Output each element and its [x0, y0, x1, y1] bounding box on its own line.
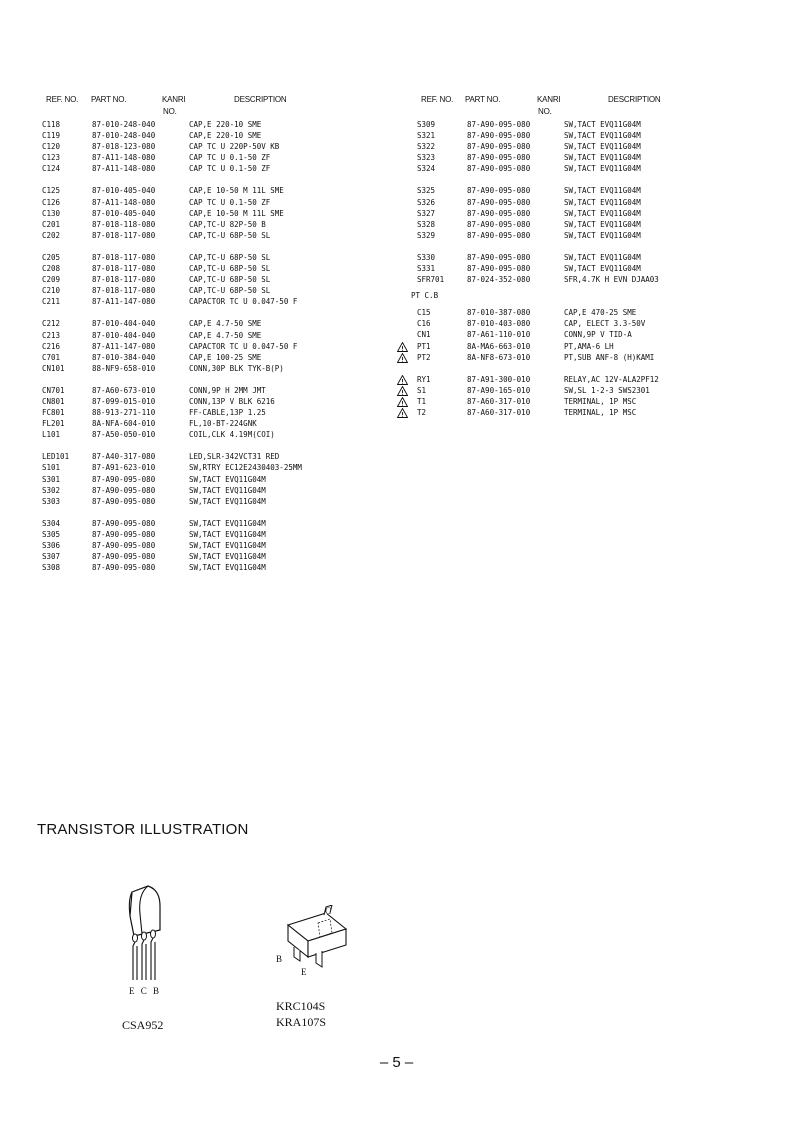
description-cell: CAP TC U 220P-50V KB [189, 142, 280, 152]
parts-row [42, 485, 372, 496]
description-cell: SW,TACT EVQ11G04M [564, 197, 641, 207]
ref-no-cell: T2 [417, 407, 427, 417]
description-cell: SW,TACT EVQ11G04M [564, 142, 641, 152]
parts-row [417, 230, 747, 241]
ref-no-cell: S307 [42, 552, 61, 562]
part-no-cell: 88-NF9-658-010 [92, 363, 156, 373]
description-cell: CONN,9P H 2MM JMT [189, 385, 266, 395]
parts-row [42, 385, 372, 396]
parts-row [42, 285, 372, 296]
description-cell: SFR,4.7K H EVN DJAA03 [564, 275, 659, 285]
ref-no-cell: S306 [42, 541, 61, 550]
description-cell: SW,TACT EVQ11G04M [564, 164, 641, 174]
part-no-cell: 8A-NF8-673-010 [467, 352, 531, 362]
safety-warning-icon [397, 353, 408, 363]
parts-row [42, 163, 372, 174]
part-no-cell: 87-099-015-010 [92, 396, 156, 406]
description-cell: CONN,30P BLK TYK-B(P) [189, 363, 284, 373]
part-no-cell: 87-A90-095-080 [467, 153, 531, 163]
part-no-cell: 87-A90-095-080 [467, 230, 531, 240]
description-cell: RELAY,AC 12V-ALA2PF12 [564, 374, 659, 384]
description-cell: SW,RTRY EC12E2430403-25MM [189, 463, 302, 473]
description-cell: CAP TC U 0.1-50 ZF [189, 197, 271, 207]
ref-no-cell: C211 [42, 297, 61, 307]
header-kanri-left: KANRI [162, 95, 186, 104]
description-cell: SW,TACT EVQ11G04M [564, 131, 641, 141]
ref-no-cell: C202 [42, 230, 61, 240]
smd-pin-e-label: E [301, 967, 307, 977]
description-cell: LED,SLR-342VCT31 RED [189, 452, 280, 462]
description-cell: SW,TACT EVQ11G04M [564, 153, 641, 163]
group-spacer [42, 374, 372, 385]
part-no-cell: 8A-MA6-663-010 [467, 341, 531, 351]
parts-row [42, 551, 372, 562]
description-cell: SW,TACT EVQ11G04M [189, 563, 266, 573]
parts-row [417, 208, 747, 219]
description-cell: COIL,CLK 4.19M(COI) [189, 430, 275, 440]
part-no-cell: 87-A11-147-080 [92, 297, 156, 307]
description-cell: SW,TACT EVQ11G04M [564, 219, 641, 229]
to92-pin-labels: E C B [129, 986, 162, 996]
group-spacer [42, 307, 372, 318]
smd-transistor-drawing [280, 905, 355, 970]
part-no-cell: 87-A60-317-010 [467, 407, 531, 417]
smd-pin-c-label: C [325, 906, 332, 916]
part-no-cell: 88-913-271-110 [92, 408, 156, 418]
parts-row [42, 318, 372, 329]
parts-row [42, 141, 372, 152]
ref-no-cell: S302 [42, 485, 61, 495]
part-no-cell: 8A-NFA-604-010 [92, 419, 156, 429]
ref-no-cell: S308 [42, 563, 61, 573]
ref-no-cell: SFR701 [417, 275, 445, 285]
parts-row [417, 274, 747, 285]
description-cell: PT,AMA-6 LH [564, 341, 614, 351]
ref-no-cell: C125 [42, 186, 61, 196]
ref-no-cell: C124 [42, 164, 61, 174]
description-cell: CAP, ELECT 3.3-50V [564, 319, 646, 329]
part-no-cell: 87-A90-095-080 [92, 474, 156, 484]
parts-row [417, 252, 747, 263]
description-cell: CAP TC U 0.1-50 ZF [189, 164, 271, 174]
description-cell: CAP,E 220-10 SME [189, 131, 262, 141]
ref-no-cell: C216 [42, 341, 61, 351]
parts-row [42, 185, 372, 196]
part-no-cell: 87-024-352-080 [467, 275, 531, 285]
parts-row [42, 518, 372, 529]
ref-no-cell: PT1 [417, 341, 431, 351]
group-spacer [417, 241, 747, 252]
ref-no-cell: S304 [42, 518, 61, 528]
parts-row [42, 208, 372, 219]
parts-row [417, 263, 747, 274]
parts-row [42, 252, 372, 263]
ref-no-cell: C120 [42, 142, 61, 152]
part-no-cell: 87-A90-095-080 [467, 142, 531, 152]
part-no-cell: 87-010-404-040 [92, 330, 156, 340]
part-no-cell: 87-A11-148-080 [92, 197, 156, 207]
header-ref-no-left: REF. NO. [46, 95, 79, 104]
ref-no-cell: RY1 [417, 374, 431, 384]
description-cell: CAP,E 10-50 M 11L SME [189, 186, 284, 196]
part-no-cell: 87-A50-050-010 [92, 430, 156, 440]
part-no-cell: 87-018-117-080 [92, 264, 156, 274]
description-cell: SW,TACT EVQ11G04M [564, 186, 641, 196]
parts-row [417, 163, 747, 174]
parts-row [42, 562, 372, 573]
part-no-cell: 87-A90-095-080 [92, 552, 156, 562]
part-no-cell: 87-A60-673-010 [92, 385, 156, 395]
part-no-cell: 87-A90-095-080 [467, 164, 531, 174]
part-no-cell: 87-010-405-040 [92, 186, 156, 196]
description-cell: SW,TACT EVQ11G04M [189, 474, 266, 484]
ref-no-cell: LED101 [42, 452, 70, 462]
part-no-cell: 87-A91-623-010 [92, 463, 156, 473]
ref-no-cell: PT2 [417, 352, 431, 362]
description-cell: SW,TACT EVQ11G04M [564, 120, 641, 129]
description-cell: TERMINAL, 1P MSC [564, 407, 637, 417]
parts-row [42, 529, 372, 540]
description-cell: FL,10-BT-224GNK [189, 419, 257, 429]
ref-no-cell: FC801 [42, 408, 65, 418]
ref-no-cell: C205 [42, 252, 61, 262]
parts-row [42, 429, 372, 440]
part-no-cell: 87-A90-095-080 [467, 264, 531, 274]
part-no-cell: 87-A11-148-080 [92, 153, 156, 163]
part-no-cell: 87-018-117-080 [92, 230, 156, 240]
ref-no-cell: C126 [42, 197, 61, 207]
group-spacer [42, 174, 372, 185]
ref-no-cell: CN1 [417, 330, 431, 340]
description-cell: FF-CABLE,13P 1.25 [189, 408, 266, 418]
parts-row [42, 330, 372, 341]
parts-row [417, 352, 747, 363]
ref-no-cell: C119 [42, 131, 61, 141]
parts-row [42, 418, 372, 429]
parts-row [417, 318, 747, 329]
part-no-cell: 87-A11-147-080 [92, 341, 156, 351]
group-spacer [42, 241, 372, 252]
part-no-cell: 87-A90-095-080 [92, 529, 156, 539]
parts-row [417, 385, 747, 396]
part-no-cell: 87-010-248-040 [92, 131, 156, 141]
description-cell: CAP,TC-U 68P-50 SL [189, 264, 271, 274]
part-no-cell: 87-A11-148-080 [92, 164, 156, 174]
ref-no-cell: S327 [417, 208, 436, 218]
part-no-cell: 87-A90-095-080 [467, 186, 531, 196]
description-cell: CAP,E 4.7-50 SME [189, 319, 262, 329]
part-no-cell: 87-018-117-080 [92, 275, 156, 285]
part-no-cell: 87-A90-095-080 [92, 485, 156, 495]
parts-list-right [411, 119, 747, 418]
part-no-cell: 87-A90-095-080 [467, 219, 531, 229]
part-no-cell: 87-010-404-040 [92, 319, 156, 329]
ref-no-cell: T1 [417, 396, 427, 406]
parts-row [417, 407, 747, 418]
parts-row [417, 119, 747, 130]
description-cell: SW,TACT EVQ11G04M [564, 208, 641, 218]
description-cell: CAP,E 470-25 SME [564, 308, 637, 318]
description-cell: CAP,TC-U 68P-50 SL [189, 286, 271, 296]
parts-row [42, 451, 372, 462]
parts-row [417, 219, 747, 230]
parts-row [42, 130, 372, 141]
parts-row [417, 152, 747, 163]
part-no-cell: 87-A90-095-080 [467, 131, 531, 141]
header-part-no-left: PART NO. [91, 95, 127, 104]
part-no-cell: 87-010-384-040 [92, 352, 156, 362]
ref-no-cell: C130 [42, 208, 61, 218]
header-kanri-right: KANRI [537, 95, 561, 104]
part-no-cell: 87-A90-165-010 [467, 385, 531, 395]
ref-no-cell: S326 [417, 197, 436, 207]
description-cell: CAP,TC-U 68P-50 SL [189, 252, 271, 262]
part-no-cell: 87-A90-095-080 [92, 518, 156, 528]
part-no-cell: 87-010-387-080 [467, 308, 531, 318]
description-cell: SW,TACT EVQ11G04M [564, 252, 641, 262]
parts-row [42, 363, 372, 374]
description-cell: TERMINAL, 1P MSC [564, 396, 637, 406]
ref-no-cell: C212 [42, 319, 61, 329]
parts-row [42, 462, 372, 473]
description-cell: CAP,E 100-25 SME [189, 352, 262, 362]
description-cell: SW,TACT EVQ11G04M [189, 529, 266, 539]
description-cell: CAP,E 4.7-50 SME [189, 330, 262, 340]
ref-no-cell: S305 [42, 529, 61, 539]
smd-part-name-2: KRA107S [276, 1015, 327, 1029]
parts-row [42, 396, 372, 407]
part-no-cell: 87-A90-095-080 [467, 120, 531, 129]
description-cell: SW,TACT EVQ11G04M [189, 518, 266, 528]
description-cell: SW,TACT EVQ11G04M [564, 230, 641, 240]
ref-no-cell: S331 [417, 264, 436, 274]
description-cell: CONN,13P V BLK 6216 [189, 396, 275, 406]
parts-row [42, 540, 372, 551]
parts-row [417, 130, 747, 141]
part-no-cell: 87-010-405-040 [92, 208, 156, 218]
illustration-title: TRANSISTOR ILLUSTRATION [37, 821, 249, 838]
part-no-cell: 87-A60-317-010 [467, 396, 531, 406]
description-cell: SW,TACT EVQ11G04M [189, 552, 266, 562]
parts-row [417, 197, 747, 208]
safety-warning-icon [397, 375, 408, 385]
parts-row [42, 352, 372, 363]
ref-no-cell: S101 [42, 463, 61, 473]
ref-no-cell: C15 [417, 308, 431, 318]
part-no-cell: 87-A61-110-010 [467, 330, 531, 340]
part-no-cell: 87-018-117-080 [92, 286, 156, 296]
safety-warning-icon [397, 408, 408, 418]
part-no-cell: 87-A90-095-080 [467, 208, 531, 218]
to92-transistor-drawing [120, 880, 180, 985]
to92-part-name: CSA952 [122, 1018, 164, 1032]
ref-no-cell: FL201 [42, 419, 65, 429]
description-cell: SW,SL 1-2-3 SWS2301 [564, 385, 650, 395]
parts-row [417, 307, 747, 318]
part-no-cell: 87-018-123-080 [92, 142, 156, 152]
parts-row [42, 474, 372, 485]
safety-warning-icon [397, 342, 408, 352]
parts-row [42, 341, 372, 352]
parts-row [417, 341, 747, 352]
ref-no-cell: C208 [42, 264, 61, 274]
ref-no-cell: CN701 [42, 385, 65, 395]
ref-no-cell: C210 [42, 286, 61, 296]
parts-row [417, 396, 747, 407]
ref-no-cell: S328 [417, 219, 436, 229]
part-no-cell: 87-010-403-080 [467, 319, 531, 329]
ref-no-cell: CN801 [42, 396, 65, 406]
ref-no-cell: CN101 [42, 363, 65, 373]
ref-no-cell: C16 [417, 319, 431, 329]
group-spacer [42, 507, 372, 518]
header-part-no-right: PART NO. [465, 95, 501, 104]
ref-no-cell: C209 [42, 275, 61, 285]
description-cell: CAP TC U 0.1-50 ZF [189, 153, 271, 163]
ref-no-cell: C201 [42, 219, 61, 229]
page-number: – 5 – [379, 1054, 414, 1071]
part-no-cell: 87-A90-095-080 [92, 563, 156, 573]
group-spacer [42, 440, 372, 451]
part-no-cell: 87-A90-095-080 [467, 197, 531, 207]
safety-warning-icon [397, 397, 408, 407]
ref-no-cell: C118 [42, 120, 61, 129]
group-spacer [417, 174, 747, 185]
parts-row [42, 496, 372, 507]
header-description-left: DESCRIPTION [234, 95, 287, 104]
parts-list-left [42, 119, 372, 573]
ref-no-cell: S321 [417, 131, 436, 141]
description-cell: CAP,E 10-50 M 11L SME [189, 208, 284, 218]
description-cell: CAPACTOR TC U 0.047-50 F [189, 297, 298, 307]
ref-no-cell: S322 [417, 142, 436, 152]
parts-row [42, 263, 372, 274]
description-cell: SW,TACT EVQ11G04M [189, 541, 266, 550]
part-no-cell: 87-A40-317-080 [92, 452, 156, 462]
ref-no-cell: S1 [417, 385, 427, 395]
smd-pin-b-label: B [276, 954, 283, 964]
parts-row [42, 407, 372, 418]
part-no-cell: 87-A91-300-010 [467, 374, 531, 384]
part-no-cell: 87-018-118-080 [92, 219, 156, 229]
part-no-cell: 87-A90-095-080 [92, 496, 156, 506]
description-cell: CAP,TC-U 68P-50 SL [189, 230, 271, 240]
parts-row [42, 197, 372, 208]
description-cell: SW,TACT EVQ11G04M [189, 485, 266, 495]
ref-no-cell: C701 [42, 352, 61, 362]
parts-row [42, 274, 372, 285]
description-cell: SW,TACT EVQ11G04M [564, 264, 641, 274]
ref-no-cell: S330 [417, 252, 436, 262]
description-cell: CAP,E 220-10 SME [189, 120, 262, 129]
ref-no-cell: S309 [417, 120, 436, 129]
part-no-cell: 87-010-248-040 [92, 120, 156, 129]
part-no-cell: 87-A90-095-080 [92, 541, 156, 550]
ref-no-cell: L101 [42, 430, 61, 440]
smd-part-name-1: KRC104S [276, 999, 326, 1013]
description-cell: PT,SUB ANF-8 (H)KAMI [564, 352, 655, 362]
parts-row [42, 219, 372, 230]
description-cell: CAP,TC-U 68P-50 SL [189, 275, 271, 285]
ref-no-cell: C213 [42, 330, 61, 340]
parts-row [42, 152, 372, 163]
description-cell: SW,TACT EVQ11G04M [189, 496, 266, 506]
safety-warning-icon [397, 386, 408, 396]
parts-row [42, 119, 372, 130]
parts-row [42, 230, 372, 241]
description-cell: CONN,9P V TID-A [564, 330, 632, 340]
parts-row [417, 185, 747, 196]
ref-no-cell: S303 [42, 496, 61, 506]
description-cell: CAP,TC-U 82P-50 B [189, 219, 266, 229]
part-no-cell: 87-A90-095-080 [467, 252, 531, 262]
section-label-pt-cb: PT C.B [411, 291, 439, 301]
parts-row [42, 296, 372, 307]
header-description-right: DESCRIPTION [608, 95, 661, 104]
header-ref-no-right: REF. NO. [421, 95, 454, 104]
ref-no-cell: S301 [42, 474, 61, 484]
header-kanri-no-left: NO. [163, 107, 177, 116]
parts-row [417, 141, 747, 152]
ref-no-cell: S329 [417, 230, 436, 240]
parts-row [417, 374, 747, 385]
part-no-cell: 87-018-117-080 [92, 252, 156, 262]
ref-no-cell: C123 [42, 153, 61, 163]
description-cell: CAPACTOR TC U 0.047-50 F [189, 341, 298, 351]
parts-row [417, 329, 747, 340]
ref-no-cell: S324 [417, 164, 436, 174]
group-spacer [417, 363, 747, 374]
ref-no-cell: S323 [417, 153, 436, 163]
header-kanri-no-right: NO. [538, 107, 552, 116]
ref-no-cell: S325 [417, 186, 436, 196]
